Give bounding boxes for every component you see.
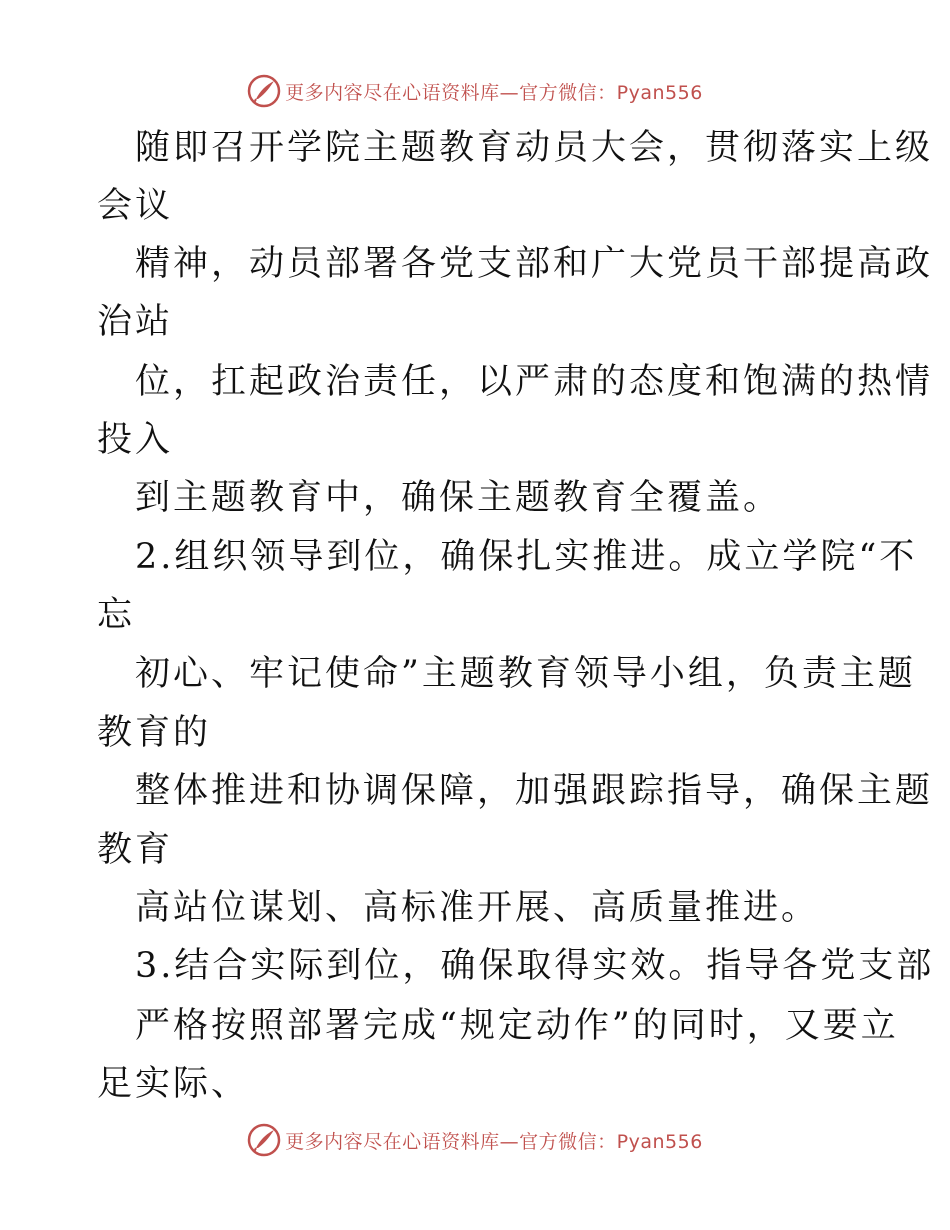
text-line: 3.结合实际到位，确保取得实效。指导各党支部 bbox=[135, 946, 935, 986]
text-line: 初心、牢记使命”主题教育领导小组，负责主题 bbox=[135, 654, 916, 694]
quill-logo-icon bbox=[247, 1123, 281, 1157]
text-line: 严格按照部署完成“规定动作”的同时，又要立 bbox=[135, 1006, 899, 1046]
quill-logo-icon bbox=[247, 74, 281, 108]
text-line: 位，扛起政治责任，以严肃的态度和饱满的热情 bbox=[135, 362, 934, 402]
watermark-text: 更多内容尽在心语资料库—官方微信：Pyan556 bbox=[285, 1130, 703, 1153]
text-line: 随即召开学院主题教育动员大会，贯彻落实上级 bbox=[135, 128, 934, 168]
text-line: 足实际、 bbox=[97, 1064, 250, 1104]
text-line: 高站位谋划、高标准开展、高质量推进。 bbox=[135, 888, 820, 928]
text-line: 整体推进和协调保障，加强跟踪指导，确保主题 bbox=[135, 771, 934, 811]
watermark-text: 更多内容尽在心语资料库—官方微信：Pyan556 bbox=[285, 81, 703, 104]
text-line: 精神，动员部署各党支部和广大党员干部提高政 bbox=[135, 244, 934, 284]
text-line: 2.组织领导到位，确保扎实推进。成立学院“不 bbox=[135, 537, 918, 577]
text-line: 治站 bbox=[97, 302, 174, 342]
text-line: 投入 bbox=[97, 420, 174, 460]
text-line: 教育的 bbox=[97, 713, 212, 753]
text-line: 到主题教育中，确保主题教育全覆盖。 bbox=[135, 478, 782, 518]
footer-watermark bbox=[0, 1120, 950, 1160]
header-watermark bbox=[0, 71, 950, 111]
text-line: 忘 bbox=[97, 595, 136, 635]
text-line: 会议 bbox=[97, 186, 174, 226]
text-line: 教育 bbox=[97, 830, 174, 870]
